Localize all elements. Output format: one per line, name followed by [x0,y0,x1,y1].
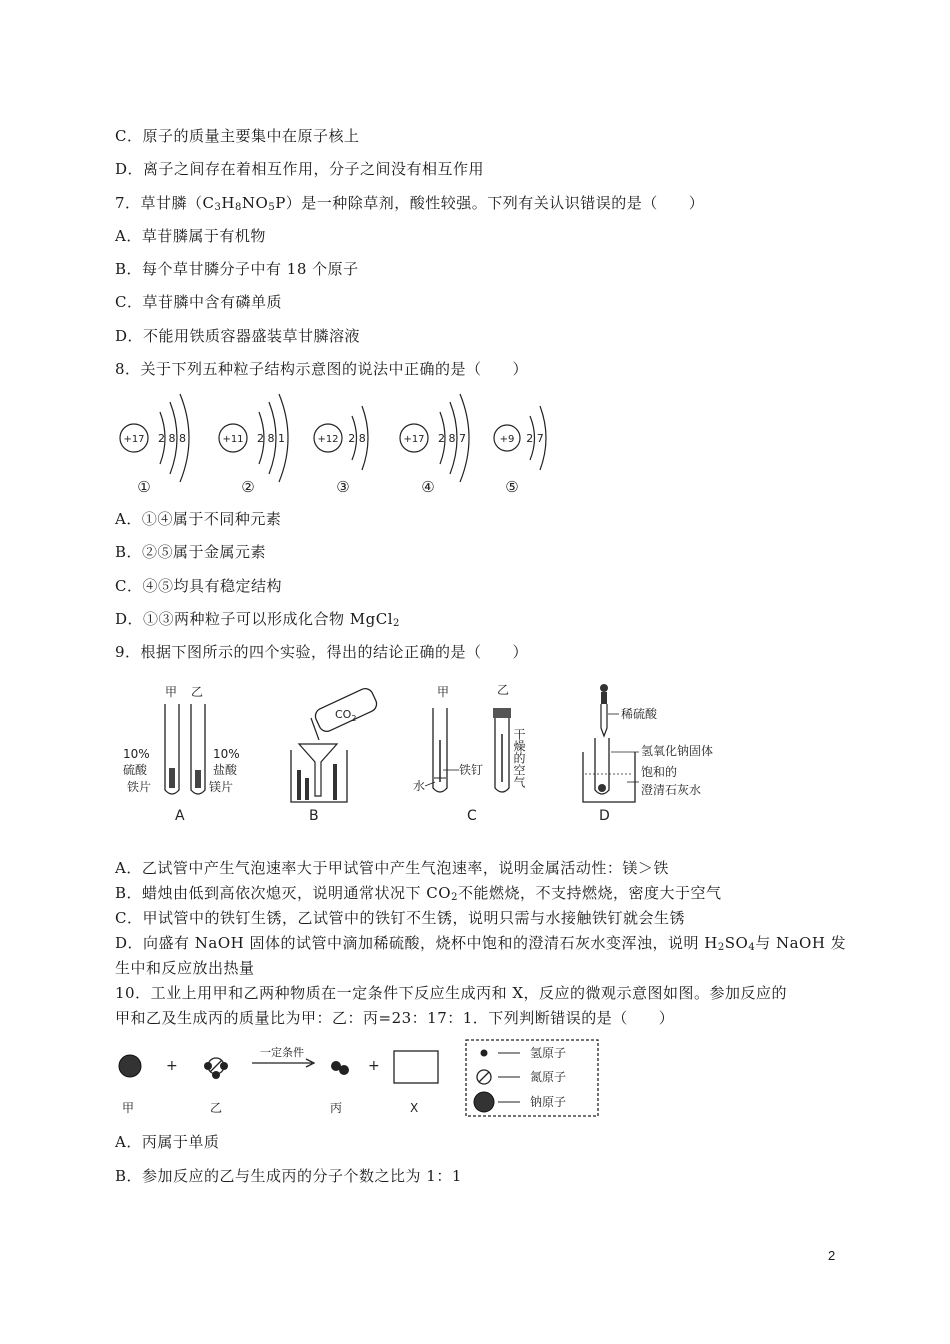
particle-1-label: ① [137,478,151,496]
particle-3-nucleus: +12 [317,434,339,445]
particle-1 [120,394,189,496]
particle-1-shells: 2 8 8 [158,432,186,445]
q8-option-d: D．①③两种粒子可以形成化合物 MgCl$_2$ [115,610,400,629]
q8-stem: 8．关于下列五种粒子结构示意图的说法中正确的是（ ） [115,360,529,378]
fig-c-water: 水 [413,779,426,793]
particle-5-label: ⑤ [505,478,519,496]
particle-4-nucleus: +17 [403,434,425,445]
q9-option-b: B．蜡烛由低到高依次熄灭，说明通常状况下 $CO_2$不能燃烧，不支持燃烧，密度大于空气 [115,884,722,903]
q9-experiment-figures [115,678,755,830]
fig-c-yi: 乙 [497,683,510,697]
particle-3-shells: 2 8 [348,432,366,445]
q6-option-c: C．原子的质量主要集中在原子核上 [115,127,360,145]
fig-a-label: A [175,808,185,824]
q8-particle-diagrams [110,388,570,500]
legend-sodium: 钠原子 [530,1095,567,1109]
q9-option-a: A．乙试管中产生气泡速率大于甲试管中产生气泡速率，说明金属活动性：镁＞铁 [115,859,669,877]
fig-a-right-metal: 镁片 [209,780,234,794]
svg-text:X: X [410,1101,419,1115]
legend-nitrogen: 氮原子 [530,1070,567,1084]
reactant-yi [204,1058,228,1115]
q7-option-a: A．草苷膦属于有机物 [115,227,266,245]
particle-5 [494,406,546,496]
fig-c-nail: 铁钉 [459,763,484,777]
product-x [394,1051,438,1115]
q8-option-b: B．②⑤属于金属元素 [115,543,267,561]
page-number: 2 [828,1248,836,1263]
q10-reaction-diagram [110,1036,610,1124]
reaction-condition: 一定条件 [260,1046,304,1059]
particle-4-label: ④ [421,478,435,496]
plus-2: + [368,1058,380,1074]
fig-c-dry-air: 干燥的空气 [512,728,526,788]
q7-option-b: B．每个草甘膦分子中有 18 个原子 [115,260,359,278]
particle-2-shells: 2 8 1 [257,432,285,445]
particle-2-nucleus: +11 [222,434,244,445]
q9-option-c: C．甲试管中的铁钉生锈，乙试管中的铁钉不生锈，说明只需与水接触铁钉就会生锈 [115,909,685,927]
particle-5-nucleus: +9 [499,434,515,445]
figure-b [291,686,379,824]
fig-a-yi: 乙 [191,685,204,699]
legend-hydrogen: 氢原子 [530,1046,567,1060]
fig-b-gas: $CO_2$ [335,708,357,723]
atom-legend [466,1040,598,1116]
particle-5-shells: 2 7 [526,432,544,445]
fig-a-left-conc: 10% [123,747,150,761]
figure-c [413,683,526,824]
particle-3 [314,406,368,496]
fig-c-label: C [467,808,477,824]
fig-d-lime1: 饱和的 [641,765,678,779]
q10-stem-2: 甲和乙及生成丙的质量比为甲：乙：丙=23：17：1．下列判断错误的是（ ） [115,1009,675,1027]
svg-text:乙: 乙 [210,1101,223,1115]
fig-d-label: D [599,808,610,824]
particle-4-shells: 2 8 7 [438,432,466,445]
fig-d-acid: 稀硫酸 [621,707,658,721]
fig-a-left-metal: 铁片 [127,780,152,794]
q7-stem: 7．草甘膦$(C_3H_8NO_5P)$是一种除草剂，酸性较强。下列有关认识错误的是（ ） [115,194,705,213]
q8-option-a: A．①④属于不同种元素 [115,510,282,528]
q10-stem-1: 10．工业上用甲和乙两种物质在一定条件下反应生成丙和 X，反应的微观示意图如图。参加反应的 [115,984,788,1002]
fig-d-lime2: 澄清石灰水 [641,783,702,797]
svg-text:甲: 甲 [122,1101,135,1115]
svg-text:丙: 丙 [330,1101,343,1115]
q6-option-d: D．离子之间存在着相互作用，分子之间没有相互作用 [115,160,485,178]
particle-3-label: ③ [336,478,350,496]
particle-1-nucleus: +17 [123,434,145,445]
q9-option-d-cont: 生中和反应放出热量 [115,959,255,977]
fig-b-label: B [309,808,319,824]
fig-d-naoh: 氢氧化钠固体 [641,744,714,758]
reactant-jia [119,1055,141,1115]
figure-d [583,684,713,824]
particle-4 [400,394,469,496]
product-bing [330,1061,349,1115]
q9-option-d: D．向盛有 NaOH 固体的试管中滴加稀硫酸，烧杯中饱和的澄清石灰水变浑浊，说明 $H_2SO_4$与 NaOH 发 [115,934,847,953]
q10-option-b: B．参加反应的乙与生成丙的分子个数之比为 1：1 [115,1167,462,1185]
figure-a [123,685,240,824]
plus-1: + [166,1058,178,1074]
particle-2-label: ② [241,478,255,496]
q10-option-a: A．丙属于单质 [115,1133,220,1151]
q8-option-c: C．④⑤均具有稳定结构 [115,577,282,595]
particle-2 [219,394,288,496]
q9-stem: 9．根据下图所示的四个实验，得出的结论正确的是（ ） [115,643,529,661]
fig-a-left-acid: 硫酸 [123,763,148,777]
q7-option-d: D．不能用铁质容器盛装草甘膦溶液 [115,327,361,345]
fig-c-jia: 甲 [437,685,450,699]
q7-option-c: C．草苷膦中含有磷单质 [115,293,282,311]
reaction-arrow [252,1045,314,1067]
fig-a-right-conc: 10% [213,747,240,761]
fig-a-right-acid: 盐酸 [213,763,238,777]
fig-a-jia: 甲 [165,685,178,699]
